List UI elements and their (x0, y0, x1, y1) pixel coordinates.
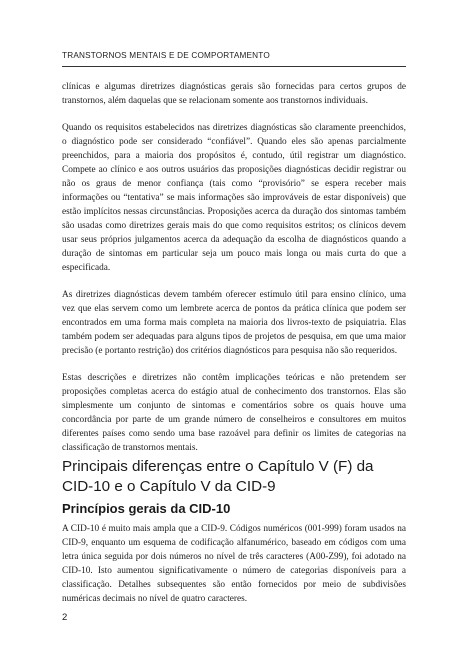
section-paragraph: A CID-10 é muito mais ampla que a CID-9. Códigos numéricos (001-999) foram usados na CID-9, enquanto um esquema de codificação alfanumérico, baseado em códigos com uma letra única seguida por dois números no nível de três caracteres (A00-Z99), foi adotado na CID-10. Isto aumentou significativamente o número de categorias disponíveis para a classificação. Detalhes subsequentes são então fornecidos por meio de subdivisões numéricas decimais no nível de quatro caracteres. (62, 524, 406, 604)
paragraph: clínicas e algumas diretrizes diagnósticas gerais são fornecidas para certos grupos de transtornos, além daquelas que se relacionam somente aos transtornos individuais. (62, 82, 406, 106)
chapter-heading: Principais diferenças entre o Capítulo V (F) da CID-10 e o Capítulo V da CID-9 (62, 458, 374, 495)
header-rule (62, 66, 406, 67)
page-number: 2 (62, 612, 68, 623)
paragraph: Estas descrições e diretrizes não contêm implicações teóricas e não pretendem ser proposições completas acerca do estágio atual de conhecimento dos transtornos. Elas são simplesmente um conjunto de sintomas e comentários sobre os quais houve uma concordância por parte de um grande número de conselheiros e consultores em muitos diferentes países como sendo uma base razoável para definir os limites de categorias na classificação de transtornos mentais. (62, 373, 406, 453)
paragraph: Quando os requisitos estabelecidos nas diretrizes diagnósticas são claramente preenchidos, o diagnóstico pode ser considerado “confiável”. Quando eles são apenas parcialmente preenchidos, para a maioria dos propósitos é, contudo, útil registrar um diagnóstico. Compete ao clínico e aos outros usuários das proposições diagnósticas decidir registrar ou não os graus de menor confiança (tais como “provisório” se espera receber mais informações ou “tentativa” se mais informações são improváveis de estar disponíveis) que estão implícitos nessas circunstâncias. Proposições acerca da duração dos sintomas também são usadas como diretrizes gerais mais do que como requisitos estritos; os clínicos devem usar seus próprios julgamentos acerca da adequação da escolha de diagnósticos quando a duração de sintomas em particular seja um pouco mais longa ou mais curta do que a especificada. (62, 123, 406, 273)
body-text (62, 80, 406, 455)
paragraph: As diretrizes diagnósticas devem também oferecer estímulo útil para ensino clínico, uma vez que elas servem como um lembrete acerca de pontos da prática clínica que podem ser encontrados em uma forma mais completa na maioria dos livros-texto de psiquiatria. Elas também podem ser adequadas para alguns tipos de projetos de pesquisa, em que uma maior precisão (e portanto restrição) dos critérios diagnósticos para pesquisa não são requeridos. (62, 290, 406, 356)
section-heading: Princípios gerais da CID-10 (62, 501, 231, 516)
running-header: TRANSTORNOS MENTAIS E DE COMPORTAMENTO (62, 51, 270, 60)
